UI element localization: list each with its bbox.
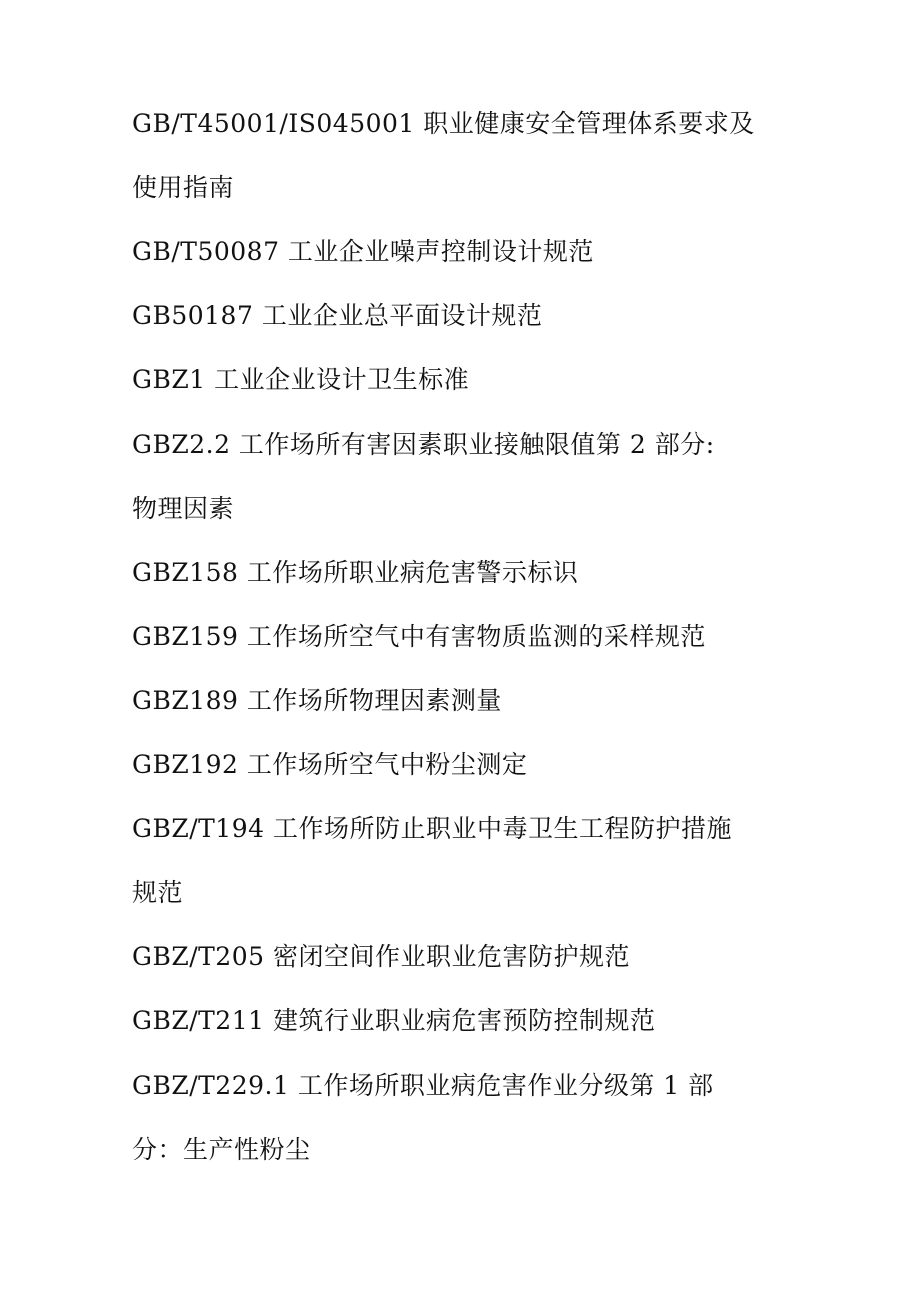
text-line: GB50187 工业企业总平面设计规范 [132,301,543,330]
text-line: GBZ/T194 工作场所防止职业中毒卫生工程防护措施 [132,814,732,843]
text-line: GB/T45001/IS045001 职业健康安全管理体系要求及 [132,109,755,138]
text-line: GB/T50087 工业企业噪声控制设计规范 [132,237,594,266]
text-line: GBZ2.2 工作场所有害因素职业接触限值第 2 部分: [132,430,715,459]
text-line: 分：生产性粉尘 [132,1135,311,1164]
text-line: GBZ192 工作场所空气中粉尘测定 [132,750,528,779]
text-line: GBZ/T205 密闭空间作业职业危害防护规范 [132,942,630,971]
text-line: GBZ1 工业企业设计卫生标准 [132,365,470,394]
text-line: GBZ189 工作场所物理因素测量 [132,686,502,715]
text-line: GBZ/T211 建筑行业职业病危害预防控制规范 [132,1006,656,1035]
text-line: 规范 [132,878,184,907]
text-line: 物理因素 [132,494,235,523]
text-line: GBZ159 工作场所空气中有害物质监测的采样规范 [132,622,706,651]
text-line: GBZ158 工作场所职业病危害警示标识 [132,558,579,587]
text-line: GBZ/T229.1 工作场所职业病危害作业分级第 1 部 [132,1071,714,1100]
text-line: 使用指南 [132,173,235,202]
